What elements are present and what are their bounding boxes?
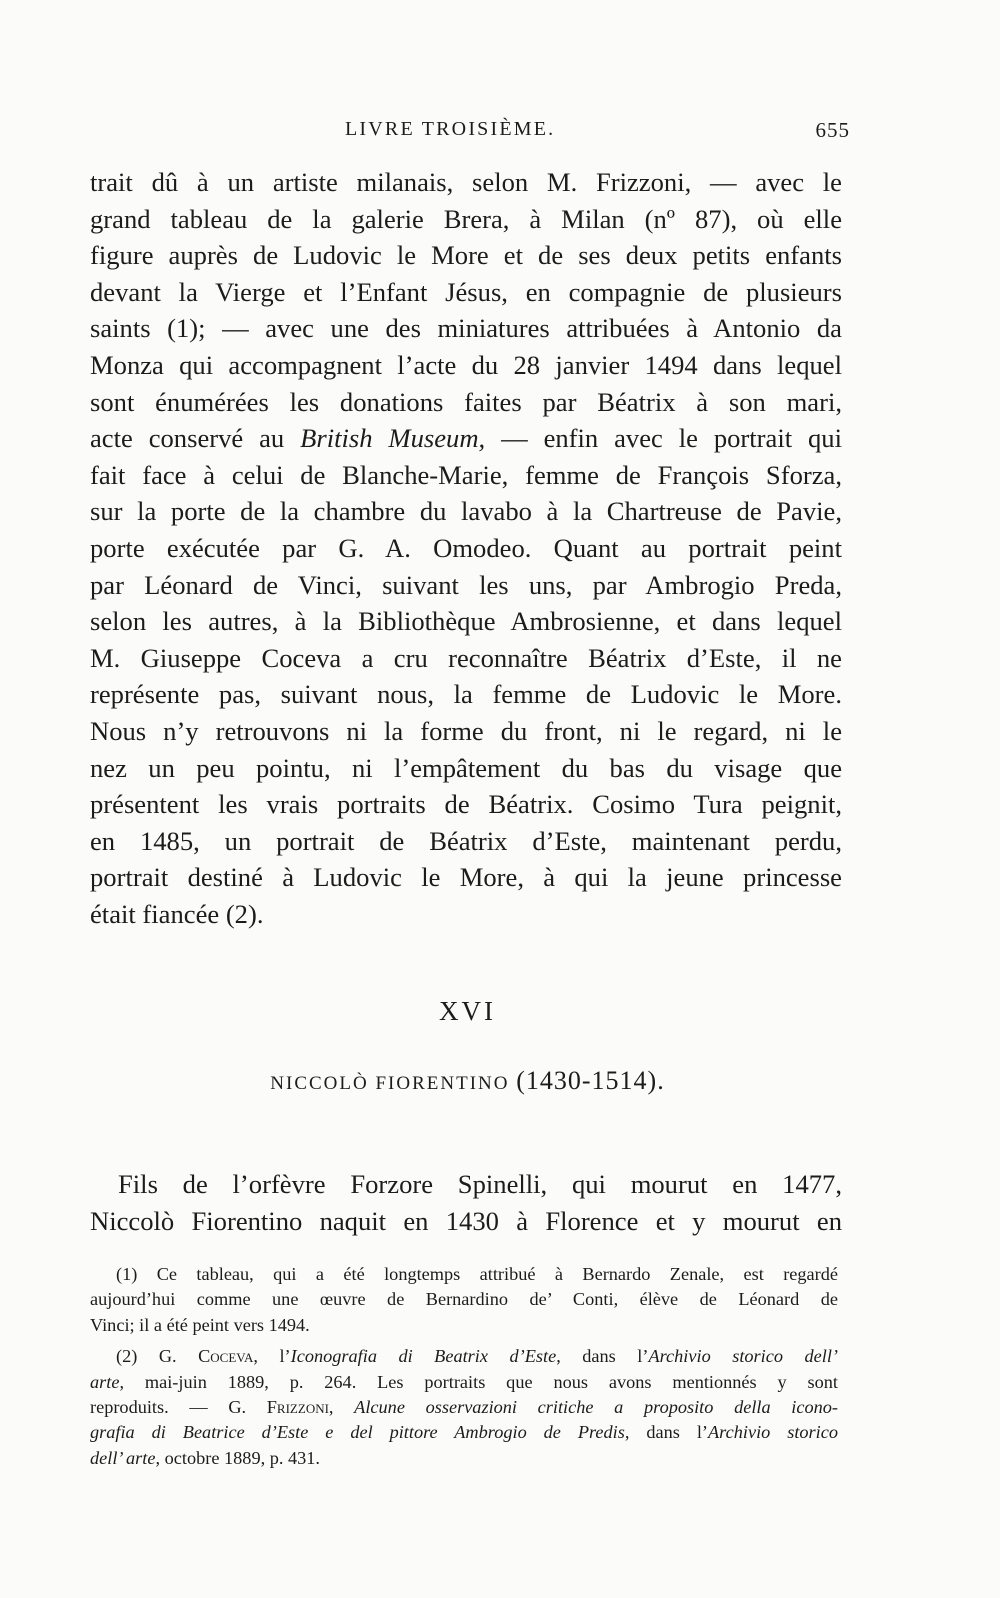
footnote-2-line (90, 1446, 838, 1471)
section-title (0, 1066, 935, 1096)
running-head (90, 118, 850, 144)
text-line: trait dû à un artiste milanais, selon M. Frizzoni, — avec le (90, 167, 842, 197)
footnotes (90, 1262, 838, 1471)
italic-title: grafia di Beatrice d’Este e del pittore Ambrogio de Predis (90, 1422, 625, 1443)
text-line: saints (1); — avec une des miniatures attribuées à Antonio da (90, 313, 842, 344)
text-line: en 1485, un portrait de Béatrix d’Este, maintenant perdu, (90, 825, 842, 856)
author-name: Coceva (198, 1346, 254, 1367)
text-line: représente pas, suivant nous, la femme de Ludovic le More. (90, 679, 842, 710)
text-segment: reproduits. — G. (90, 1397, 267, 1418)
text-segment: acte conservé au (90, 423, 301, 454)
paragraph-new (90, 1166, 842, 1239)
footnote-1-line: (1) Ce tableau, qui a été longtemps attribué à Bernardo Zenale, est regardé (116, 1264, 838, 1284)
text-line: portrait destiné à Ludovic le More, à qui la jeune princesse (90, 862, 842, 893)
text-segment: , octobre 1889, p. 431. (155, 1447, 321, 1468)
italic-title: Archivio storico (708, 1422, 839, 1443)
italic-title: arte (90, 1371, 120, 1392)
text-line (90, 420, 842, 457)
text-line: sur la porte de la chambre du lavabo à la Chartreuse de Pavie, (90, 496, 842, 527)
running-title: LIVRE TROISIÈME. (345, 118, 556, 140)
text-line: selon les autres, à la Bibliothèque Ambrosienne, et dans lequel (90, 606, 842, 637)
text-line: présentent les vrais portraits de Béatrix. Cosimo Tura peignit, (90, 789, 842, 820)
text-line: Niccolò Fiorentino naquit en 1430 à Florence et y mourut en (90, 1205, 842, 1236)
italic-title: Iconografia di Beatrix d’Este (290, 1346, 557, 1367)
text-line: Fils de l’orfèvre Forzore Spinelli, qui mourut en 1477, (118, 1169, 842, 1199)
text-line: figure auprès de Ludovic le More et de ses deux petits enfants (90, 240, 842, 271)
author-name: Frizzoni (266, 1397, 329, 1418)
footnote-2-line (90, 1395, 838, 1420)
italic-title: Alcune osservazioni critiche a proposito della icono- (354, 1397, 838, 1418)
footnote-1-line: aujourd’hui comme une œuvre de Bernardino de’ Conti, élève de Léonard de (90, 1289, 838, 1310)
paragraph-continued (90, 164, 842, 932)
italic-title: dell’ arte (90, 1447, 156, 1468)
text-line: par Léonard de Vinci, suivant les uns, par Ambrogio Preda, (90, 569, 842, 600)
footnote-2-line (90, 1370, 838, 1395)
text-line: sont énumérées les donations faites par Béatrix à son mari, (90, 386, 842, 417)
italic-title: Archivio storico dell’ (648, 1346, 839, 1367)
section-years: (1430-1514). (516, 1066, 665, 1095)
italic-title: British Museum, (300, 423, 486, 454)
text-segment: , dans l’ (556, 1346, 649, 1367)
text-line: fait face à celui de Blanche-Marie, femme de François Sforza, (90, 459, 842, 490)
text-segment: , l’ (253, 1346, 291, 1367)
text-line: Nous n’y retrouvons ni la forme du front, ni le regard, ni le (90, 715, 842, 746)
text-line: M. Giuseppe Coceva a cru reconnaître Béatrix d’Este, il ne (90, 642, 842, 673)
text-line: grand tableau de la galerie Brera, à Milan (nº 87), où elle (90, 203, 842, 234)
text-segment: (2) G. (116, 1346, 199, 1367)
page-number: 655 (815, 118, 850, 142)
text-segment: , dans l’ (624, 1422, 709, 1443)
text-segment: , (328, 1397, 355, 1418)
text-line: était fiancée (2). (90, 898, 264, 929)
footnote-2-line (90, 1420, 838, 1445)
footnote-1-line: Vinci; il a été peint vers 1494. (90, 1314, 310, 1335)
footnote-2-line (90, 1344, 838, 1369)
text-line: nez un peu pointu, ni l’empâtement du bas du visage que (90, 752, 842, 783)
text-segment: — enfin avec le portrait qui (485, 423, 842, 454)
section-number: XVI (439, 996, 496, 1026)
text-line: devant la Vierge et l’Enfant Jésus, en compagnie de plusieurs (90, 276, 842, 307)
section-name: NICCOLÒ FIORENTINO (270, 1073, 510, 1094)
text-line: Monza qui accompagnent l’acte du 28 janvier 1494 dans lequel (90, 349, 842, 380)
text-line: porte exécutée par G. A. Omodeo. Quant au portrait peint (90, 532, 842, 563)
text-segment: , mai-juin 1889, p. 264. Les portraits que nous avons mentionnés y sont (119, 1371, 838, 1392)
